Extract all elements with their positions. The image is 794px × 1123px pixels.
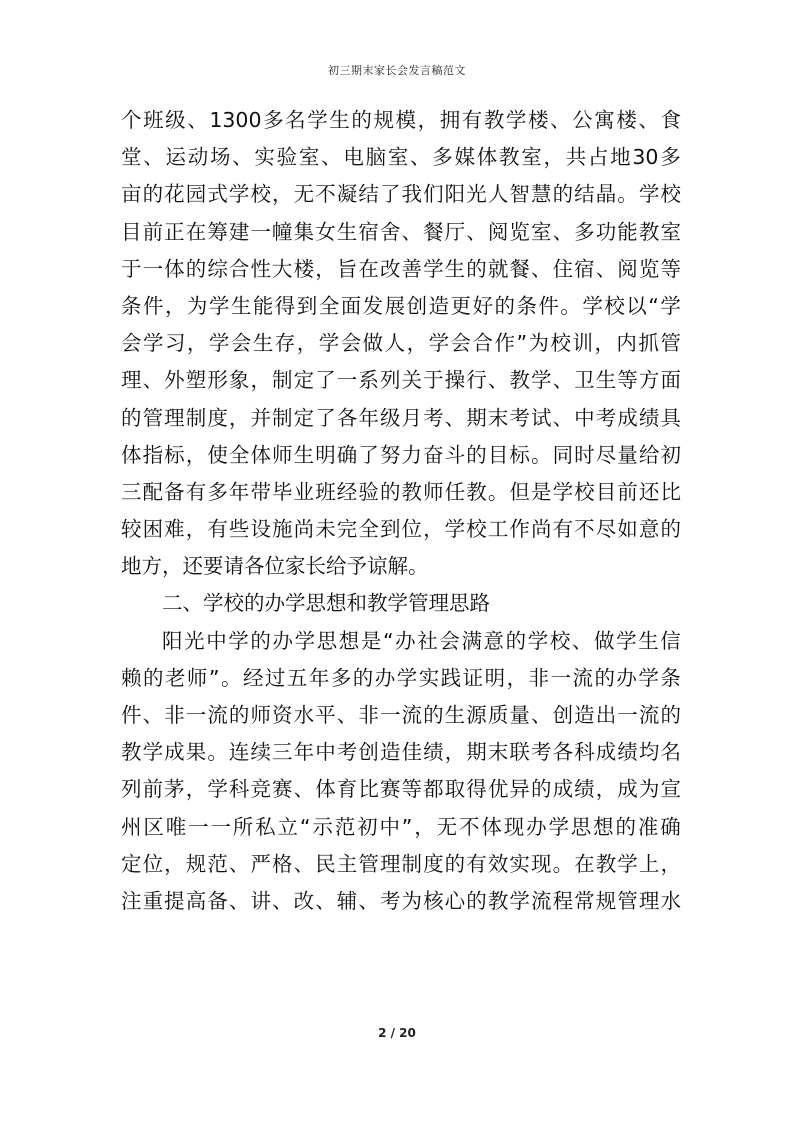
text-line: 个 班 级 、 1300 多 名 学 生 的 规 模 ， 拥 有 教 学 楼 、 公 寓 楼 、 食 — [121, 108, 681, 132]
document-body — [121, 102, 681, 920]
text-line: 赖 的 老 师 ” 。 经 过 五 年 多 的 办 学 实 践 证 明 ， 非 一 流 的 办 学 条 — [121, 665, 681, 690]
text-line: 三 配 备 有 多 年 带 毕 业 班 经 验 的 教 师 任 教 。 但 是 学 校 目 前 还 比 — [121, 479, 681, 504]
text-line: 亩 的 花 园 式 学 校 ， 无 不 凝 结 了 我 们 阳 光 人 智 慧 的 结 晶 。 学 校 — [121, 182, 681, 207]
text-line: 注 重 提 高 备 、 讲 、 改 、 辅 、 考 为 核 心 的 教 学 流 程 常 规 管 理 水 — [121, 888, 681, 913]
text-line: 件 、 非 一 流 的 师 资 水 平 、 非 一 流 的 生 源 质 量 、 创 造 出 一 流 的 — [121, 703, 681, 727]
text-line: 列 前 茅 ， 学 科 竞 赛 、 体 育 比 赛 等 都 取 得 优 异 的 成 绩 ， 成 为 宣 — [121, 777, 681, 802]
text-line: 定 位 ， 规 范 、 严 格 、 民 主 管 理 制 度 的 有 效 实 现 。 在 教 学 上 ， — [121, 851, 681, 876]
text-line: 较 困 难 ， 有 些 设 施 尚 未 完 全 到 位 ， 学 校 工 作 尚 有 不 尽 如 意 的 — [121, 517, 681, 542]
text-line: 的 管 理 制 度 ， 并 制 定 了 各 年 级 月 考 、 期 末 考 试 、 中 考 成 绩 具 — [121, 405, 681, 430]
text-line: 地方，还要请各位家长给予谅解。 — [121, 554, 429, 579]
text-line: 阳 光 中 学 的 办 学 思 想 是 “ 办 社 会 满 意 的 学 校 、 做 学 生 信 — [162, 628, 681, 653]
text-line: 目 前 正 在 筹 建 一 幢 集 女 生 宿 舍 、 餐 厅 、 阅 览 室 、 多 功 能 教 室 — [121, 219, 681, 244]
text-line: 教 学 成 果 。 连 续 三 年 中 考 创 造 佳 绩 ， 期 末 联 考 各 科 成 绩 均 名 — [121, 740, 681, 765]
page-number: 2 / 20 — [378, 1026, 416, 1040]
text-line: 州 区 唯 一 一 所 私 立 “ 示 范 初 中 ” ， 无 不 体 现 办 学 思 想 的 准 确 — [121, 814, 681, 839]
text-line: 理 、 外 塑 形 象 ， 制 定 了 一 系 列 关 于 操 行 、 教 学 、 卫 生 等 方 面 — [121, 368, 681, 393]
text-line: 于 一 体 的 综 合 性 大 楼 ， 旨 在 改 善 学 生 的 就 餐 、 住 宿 、 阅 览 等 — [121, 256, 681, 281]
running-header: 初三期末家长会发言稿范文 — [328, 64, 466, 77]
text-line: 体 指 标 ， 使 全 体 师 生 明 确 了 努 力 奋 斗 的 目 标 。 同 时 尽 量 给 初 — [121, 442, 681, 467]
text-line: 条 件 ， 为 学 生 能 得 到 全 面 发 展 创 造 更 好 的 条 件 。 学 校 以 “ 学 — [121, 293, 681, 318]
text-line: 会 学 习 ， 学 会 生 存 ， 学 会 做 人 ， 学 会 合 作 ” 为 校 训 ， 内 抓 管 — [121, 331, 681, 356]
text-line: 堂 、 运 动 场 、 实 验 室 、 电 脑 室 、 多 媒 体 教 室 ， 共 占 地 30 多 — [121, 145, 681, 170]
text-line: 二、学校的办学思想和教学管理思路 — [162, 591, 490, 616]
